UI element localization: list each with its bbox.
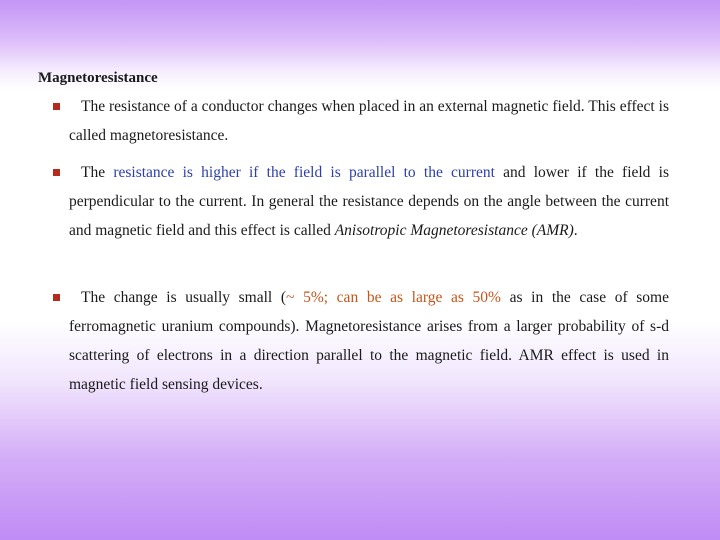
square-bullet-icon (53, 294, 60, 301)
square-bullet-icon (53, 169, 60, 176)
bullet-item-2 (69, 158, 669, 245)
highlighted-text: ~ 5%; can be as large as 50% (286, 289, 501, 306)
square-bullet-icon (53, 103, 60, 110)
bullet-text-part: . (573, 222, 578, 239)
slide-title: Magnetoresistance (38, 70, 158, 86)
bullet-text-part: The change is usually small ( (81, 289, 287, 306)
bullet-text-part: as in the case of some ferromagnetic uranium compounds). Magnetoresistance arises from a larger probability of s-d scattering of electrons in a direction parallel to the magnetic field. AMR effect is used in magnetic field sensing devices. (69, 289, 669, 393)
bullet-item-1 (69, 92, 669, 150)
highlighted-text: resistance is higher if the field is parallel to the current (113, 164, 495, 181)
bullet-item-3 (69, 283, 669, 399)
bullet-text: The resistance of a conductor changes when placed in an external magnetic field. This effect is called magnetoresistance. (69, 98, 669, 144)
italic-term: Anisotropic Magnetoresistance (AMR) (334, 222, 574, 239)
bullet-text-part: The (81, 164, 114, 181)
bullet-text-part: and lower if the field is perpendicular to the current. In general the resistance depends on the angle between the current and magnetic field and this effect is called (69, 164, 669, 239)
